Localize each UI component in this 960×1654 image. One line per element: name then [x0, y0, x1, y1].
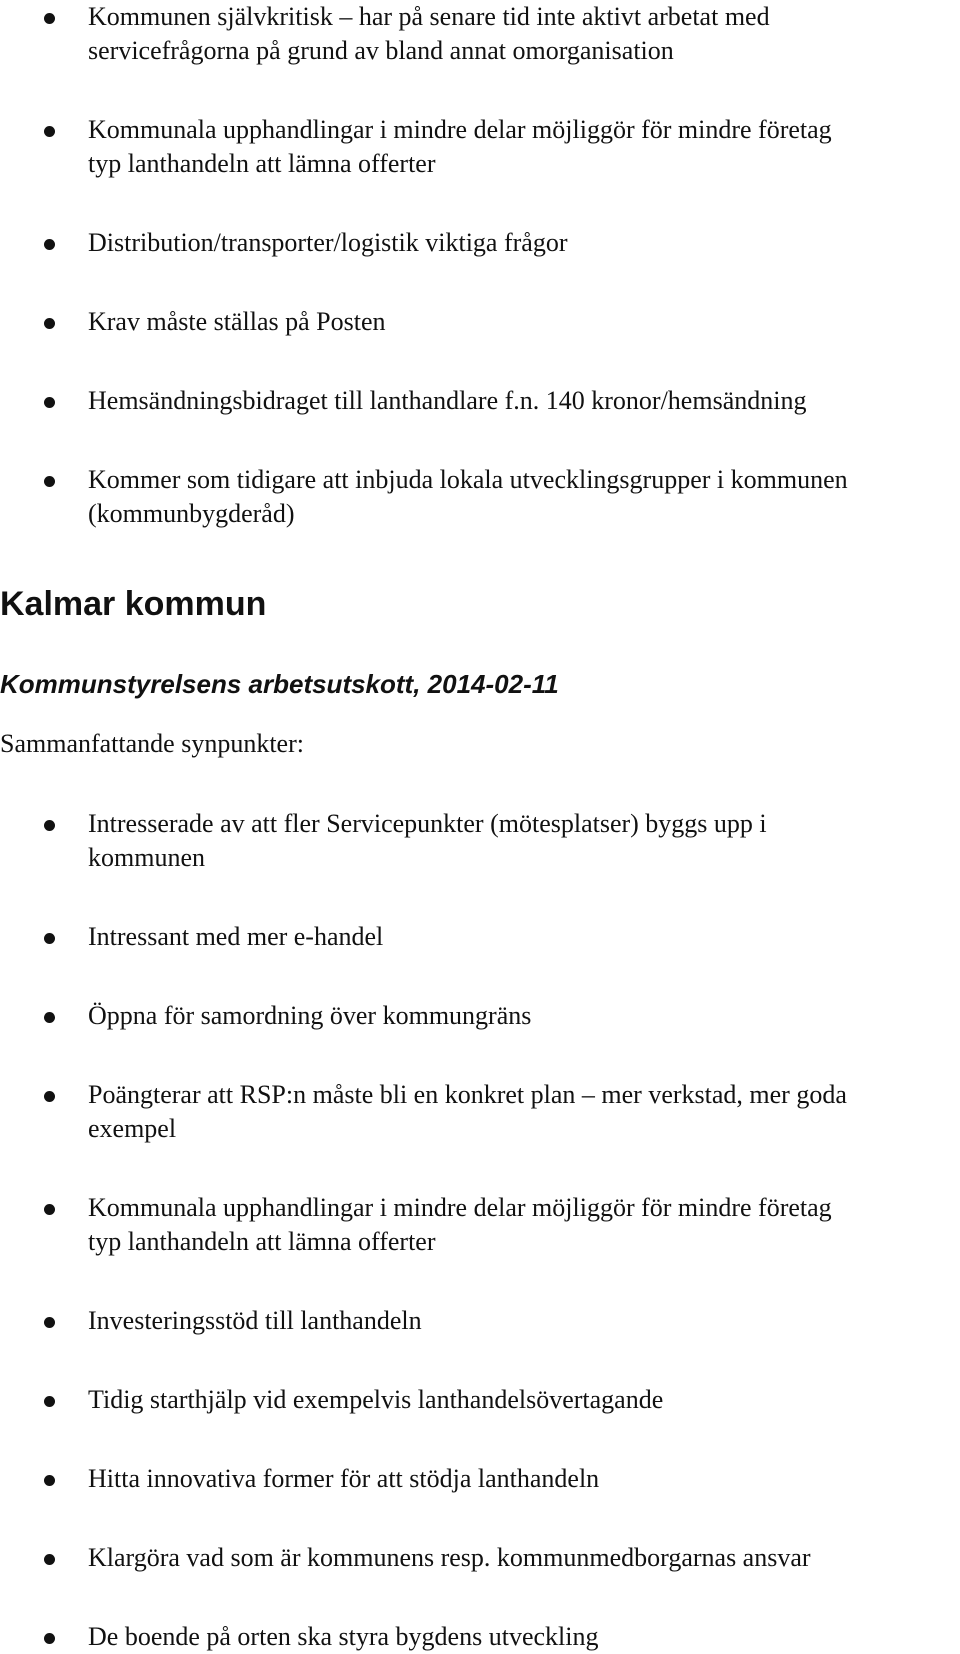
summary-label: Sammanfattande synpunkter: [0, 729, 304, 758]
list-item-text: Distribution/transporter/logistik viktiga frågor [88, 228, 568, 257]
bullet-icon [44, 13, 55, 24]
bullet-icon [44, 1012, 55, 1023]
list-item-text: Intressant med mer e-handel [88, 922, 384, 951]
bullet-icon [44, 1475, 55, 1486]
bullet-icon [44, 1554, 55, 1565]
bullet-icon [44, 318, 55, 329]
list-item-text: Klargöra vad som är kommunens resp. kommunmedborgarnas ansvar [88, 1543, 811, 1572]
list-item-text: Hitta innovativa former för att stödja lanthandeln [88, 1464, 600, 1493]
list-item-text: Poängterar att RSP:n måste bli en konkret plan – mer verkstad, mer goda exempel [88, 1080, 847, 1143]
list-item-text: Tidig starthjälp vid exempelvis lanthandelsövertagande [88, 1385, 664, 1414]
list-item-text: Kommunala upphandlingar i mindre delar möjliggör för mindre företag typ lanthandeln att lämna offerter [88, 115, 832, 178]
bullet-icon [44, 239, 55, 250]
section-title: Kalmar kommun [0, 585, 267, 623]
list-item-text: Öppna för samordning över kommungräns [88, 1001, 532, 1030]
bullet-icon [44, 126, 55, 137]
list-item-text: Investeringsstöd till lanthandeln [88, 1306, 422, 1335]
list-item-text: Kommunala upphandlingar i mindre delar möjliggör för mindre företag typ lanthandeln att lämna offerter [88, 1193, 832, 1256]
bullet-icon [44, 1204, 55, 1215]
list-item-text: Intresserade av att fler Servicepunkter (mötesplatser) byggs upp i kommunen [88, 809, 767, 872]
list-item-text: De boende på orten ska styra bygdens utveckling [88, 1622, 599, 1651]
bullet-icon [44, 397, 55, 408]
bullet-icon [44, 1091, 55, 1102]
bullet-icon [44, 476, 55, 487]
list-item-text: Kommer som tidigare att inbjuda lokala utvecklingsgrupper i kommunen (kommunbygderåd) [88, 465, 848, 528]
bullet-icon [44, 1317, 55, 1328]
list-item-text: Hemsändningsbidraget till lanthandlare f.n. 140 kronor/hemsändning [88, 386, 807, 415]
list-item-text: Krav måste ställas på Posten [88, 307, 386, 336]
bullet-icon [44, 933, 55, 944]
list-item-text: Kommunen självkritisk – har på senare tid inte aktivt arbetat med servicefrågorna på grund av bland annat omorganisation [88, 2, 770, 65]
section-subtitle: Kommunstyrelsens arbetsutskott, 2014-02-11 [0, 669, 559, 699]
bullet-icon [44, 1396, 55, 1407]
bullet-icon [44, 820, 55, 831]
bullet-icon [44, 1633, 55, 1644]
